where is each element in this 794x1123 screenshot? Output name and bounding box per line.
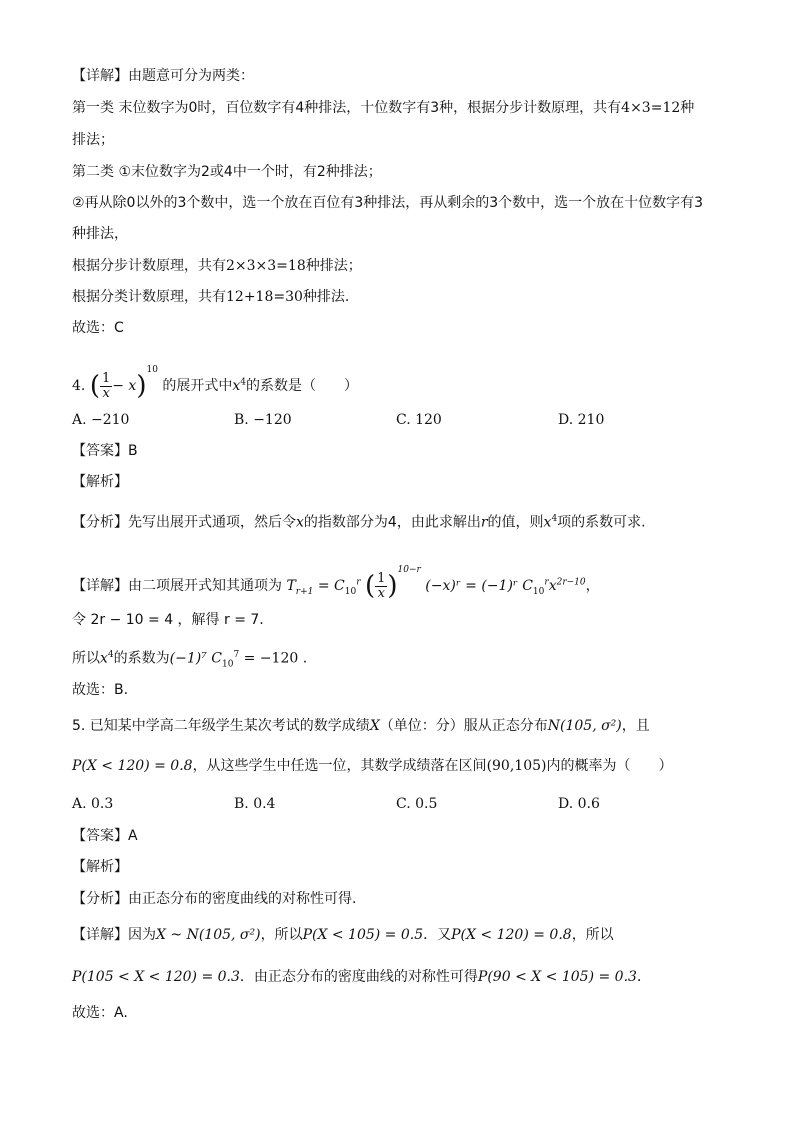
- question-4-answer: 【答案】B: [72, 443, 138, 459]
- q5-interval: (90,105): [486, 758, 547, 774]
- case-one-end: 排法；: [72, 132, 114, 148]
- add-end: 种排法.: [302, 289, 350, 305]
- power: 4: [240, 377, 247, 388]
- close-paren: ): [136, 371, 147, 401]
- q5-line1a: 5. 已知某中学高二年级学生某次考试的数学成绩: [72, 718, 370, 734]
- case-two-step: ②再从除0以外的3个数中，选一个放在百位有3种排法，再从剩余的3个数中，选一个放在十位数字有3: [72, 195, 704, 211]
- fenxi-c: 的值，则: [487, 514, 544, 531]
- mult-formula: 2×3×3=18: [226, 258, 306, 274]
- fraction-2-num: 1: [377, 570, 386, 586]
- comb-sub: 10: [344, 586, 357, 597]
- q5-X: X: [369, 718, 380, 734]
- q5-d2a: P(105 < X < 120) = 0.3: [72, 969, 240, 985]
- suoyi-b: 的系数为: [113, 650, 170, 667]
- suoyi-sup: 7: [233, 650, 240, 660]
- eq-sign: =: [313, 578, 335, 594]
- option-d[interactable]: D. 210: [558, 412, 605, 428]
- var-x: x: [232, 378, 241, 394]
- suoyi-pow: 4: [107, 650, 114, 660]
- question-4-options: [72, 410, 722, 430]
- q5-N: N(105, σ²): [547, 718, 622, 734]
- fenxi-x2: x: [543, 514, 552, 531]
- question-5-stem-2: [72, 756, 672, 776]
- open-paren-2: (: [364, 571, 376, 601]
- comb-sup: r: [356, 577, 361, 588]
- detail-formula: (−x)ʳ = (−1)ʳ C: [425, 578, 533, 594]
- close-paren-2: ): [387, 571, 398, 601]
- suoyi-x: x: [100, 650, 108, 667]
- fraction-denominator: x: [102, 385, 110, 401]
- question-5-stem-1: [72, 716, 650, 736]
- answer-choice-c: 故选：C: [72, 320, 124, 336]
- question-5-answer: 【答案】A: [72, 828, 138, 844]
- suoyi-c: (−1)⁷ C: [169, 650, 222, 667]
- question-5-choice: 故选：A.: [72, 1005, 128, 1021]
- detail-end: ，: [585, 578, 600, 594]
- q5-d2d: ．: [636, 969, 651, 985]
- q5-option-d[interactable]: D. 0.6: [558, 796, 600, 812]
- detail-heading: 【详解】由题意可分为两类：: [72, 68, 254, 84]
- q5-option-a[interactable]: A. 0.3: [72, 796, 114, 812]
- detail-a: 【详解】由二项展开式知其通项为: [72, 578, 282, 594]
- question-5-analysis-heading: 【解析】: [72, 859, 128, 875]
- fraction: [100, 372, 112, 401]
- case-two-line: 第二类 ①末位数字为2或4中一个时，有2种排法；: [72, 164, 382, 180]
- question-5-options: [72, 794, 722, 814]
- question-4-analysis-heading: 【解析】: [72, 474, 128, 490]
- multiplication-principle: [72, 256, 362, 276]
- q5-line1b: （单位：分）服从正态分布: [379, 718, 548, 734]
- term-sub: r+1: [295, 586, 314, 597]
- question-5-fenxi: 【分析】由正态分布的密度曲线的对称性可得.: [72, 891, 357, 907]
- fraction-numerator: 1: [101, 370, 111, 386]
- comb-c: C: [334, 578, 345, 594]
- case-one-formula: 4×3=12种: [621, 100, 695, 116]
- open-paren: (: [89, 371, 100, 401]
- case-one-line: [72, 98, 694, 118]
- q5-option-b[interactable]: B. 0.4: [234, 796, 276, 812]
- term-t: T: [286, 578, 296, 594]
- q5-option-c[interactable]: C. 0.5: [396, 796, 438, 812]
- q5-line1c: ，且: [621, 718, 650, 734]
- fenxi-b: 的指数部分为4，由此求解出: [303, 514, 481, 531]
- question-4-equation: 令 2r − 10 = 4 ，解得 r = 7.: [72, 612, 264, 628]
- comb-sup-2: r: [544, 577, 549, 588]
- question-5-detail-2: [72, 967, 651, 987]
- mult-text: 根据分步计数原理，共有: [72, 258, 226, 274]
- minus-x: − x: [112, 378, 137, 394]
- add-text: 根据分类计数原理，共有: [72, 289, 226, 305]
- comb-sub-2: 10: [532, 586, 545, 597]
- question-4-number: 4.: [72, 378, 86, 394]
- question-5-detail-1: [72, 925, 614, 945]
- q5-d1f: P(X < 120) = 0.8: [451, 927, 572, 943]
- addition-principle: [72, 287, 349, 307]
- term-x: x: [548, 578, 557, 594]
- fenxi-pow: 4: [551, 514, 558, 524]
- fraction-2-den: x: [377, 585, 385, 601]
- fenxi-x: x: [296, 514, 304, 531]
- q5-line2c: 内的概率为（ ）: [546, 758, 673, 774]
- option-a[interactable]: A. −210: [72, 412, 130, 428]
- q5-d1e: ．又: [423, 927, 452, 943]
- q5-d1c: ，所以: [260, 927, 303, 943]
- question-4-choice: 故选：B.: [72, 682, 129, 698]
- mult-end: 种排法；: [305, 258, 362, 274]
- stem-text: 的展开式中: [162, 378, 233, 394]
- suoyi-a: 所以: [72, 650, 100, 667]
- q5-d1d: P(X < 105) = 0.5: [302, 927, 424, 943]
- q5-d1b: X ~ N(105, σ²): [156, 927, 261, 943]
- q5-d2c: P(90 < X < 105) = 0.3: [477, 969, 637, 985]
- option-b[interactable]: B. −120: [234, 412, 292, 428]
- exponent: 10: [146, 365, 158, 375]
- add-formula: 12+18=30: [226, 289, 303, 305]
- fenxi-a: 【分析】先写出展开式通项，然后令: [72, 514, 296, 531]
- term-x-exp: 2r−10: [556, 577, 586, 588]
- fenxi-r: r: [480, 514, 488, 531]
- q5-line2b: ，从这些学生中任选一位，其数学成绩落在区间: [192, 758, 487, 774]
- exponent-2: 10−r: [397, 565, 421, 575]
- suoyi-d: = −120 .: [239, 650, 308, 667]
- option-c[interactable]: C. 120: [396, 412, 442, 428]
- case-two-step-end: 种排法，: [72, 226, 128, 242]
- question-4-result: [72, 645, 307, 674]
- question-4-fenxi: [72, 509, 646, 533]
- stem-question: 的系数是（ ）: [246, 378, 359, 394]
- question-4-stem: [72, 352, 359, 401]
- case-one-text: 第一类 末位数字为0时，百位数字有4种排法，十位数字有3种，根据分步计数原理，共有: [72, 100, 622, 116]
- q5-d1g: ，所以: [571, 927, 614, 943]
- fraction-2: [375, 572, 387, 601]
- question-4-detail: [72, 552, 600, 601]
- q5-d1a: 【详解】因为: [72, 927, 156, 943]
- fenxi-d: 项的系数可求.: [557, 514, 646, 531]
- q5-line2a: P(X < 120) = 0.8: [72, 758, 193, 774]
- q5-d2b: ．由正态分布的密度曲线的对称性可得: [239, 969, 478, 985]
- suoyi-sub: 10: [221, 659, 234, 670]
